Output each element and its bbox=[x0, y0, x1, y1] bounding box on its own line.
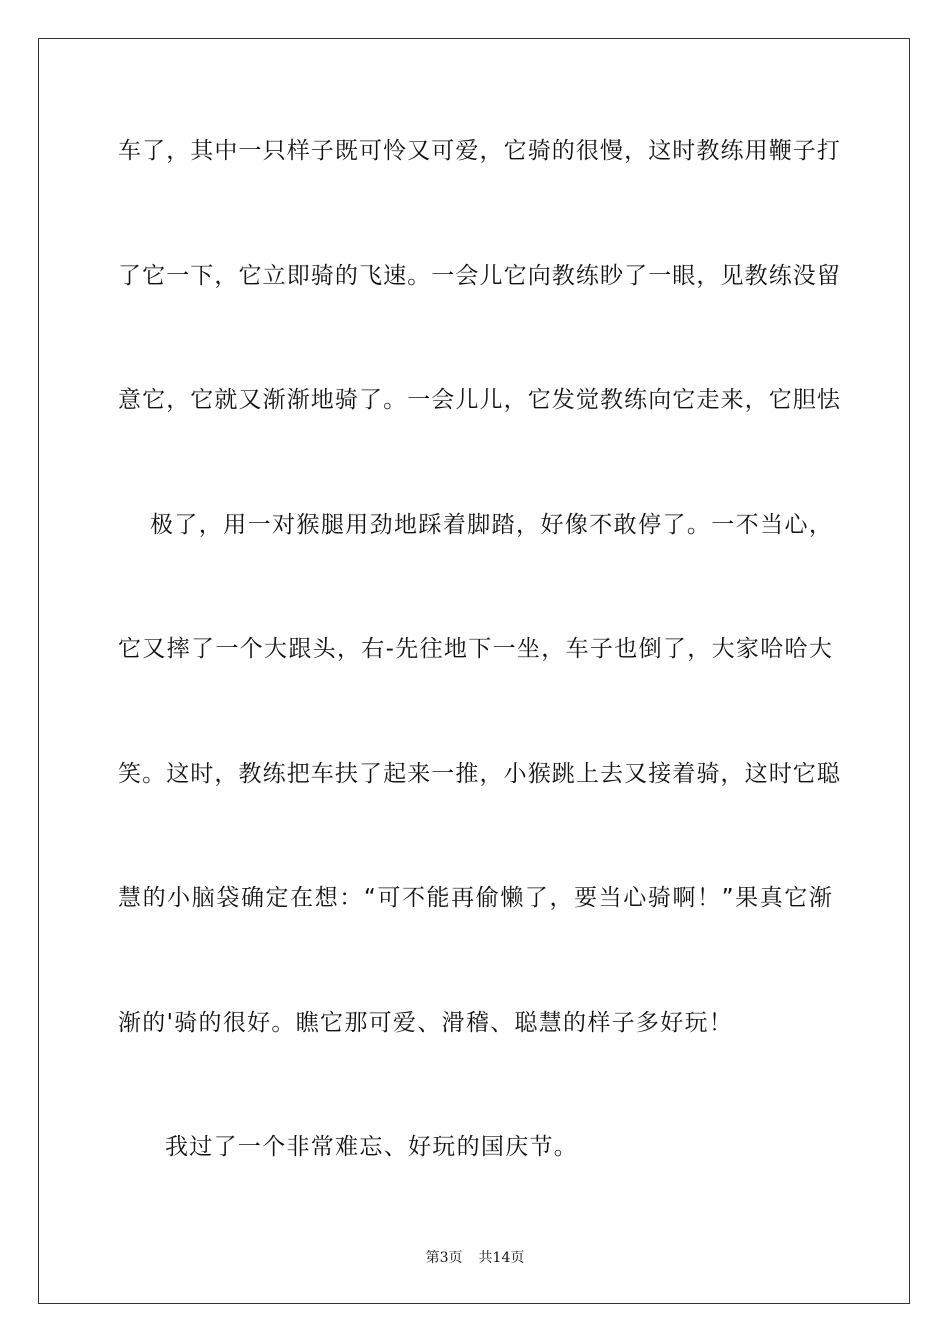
closing-paragraph: 我过了一个非常难忘、好玩的国庆节。 bbox=[165, 1134, 579, 1160]
page-border bbox=[38, 38, 910, 1304]
paragraph-line: 渐的'骑的很好。瞧它那可爱、滑稽、聪慧的样子多好玩！ bbox=[118, 1010, 734, 1036]
paragraph-line: 极了，用一对猴腿用劲地踩着脚踏，好像不敢停了。一不当心， bbox=[150, 512, 833, 538]
paragraph-line: 车了，其中一只样子既可怜又可爱，它骑的很慢，这时教练用鞭子打 bbox=[118, 138, 841, 164]
paragraph-line: 慧的小脑袋确定在想：“可不能再偷懒了，要当心骑啊！”果真它渐 bbox=[118, 885, 833, 911]
paragraph-line: 笑。这时，教练把车扶了起来一推，小猴跳上去又接着骑，这时它聪 bbox=[118, 761, 841, 787]
page-number: 第3页 bbox=[425, 1250, 463, 1266]
paragraph-line: 了它一下，它立即骑的飞速。一会儿它向教练眇了一眼，见教练没留 bbox=[118, 263, 841, 289]
page-footer bbox=[0, 1247, 950, 1267]
total-pages: 共14页 bbox=[478, 1250, 525, 1266]
paragraph-line: 它又摔了一个大跟头，右-先往地下一坐，车子也倒了，大家哈哈大 bbox=[118, 636, 833, 662]
paragraph-line: 意它，它就又渐渐地骑了。一会儿儿，它发觉教练向它走来，它胆怯 bbox=[118, 387, 841, 413]
